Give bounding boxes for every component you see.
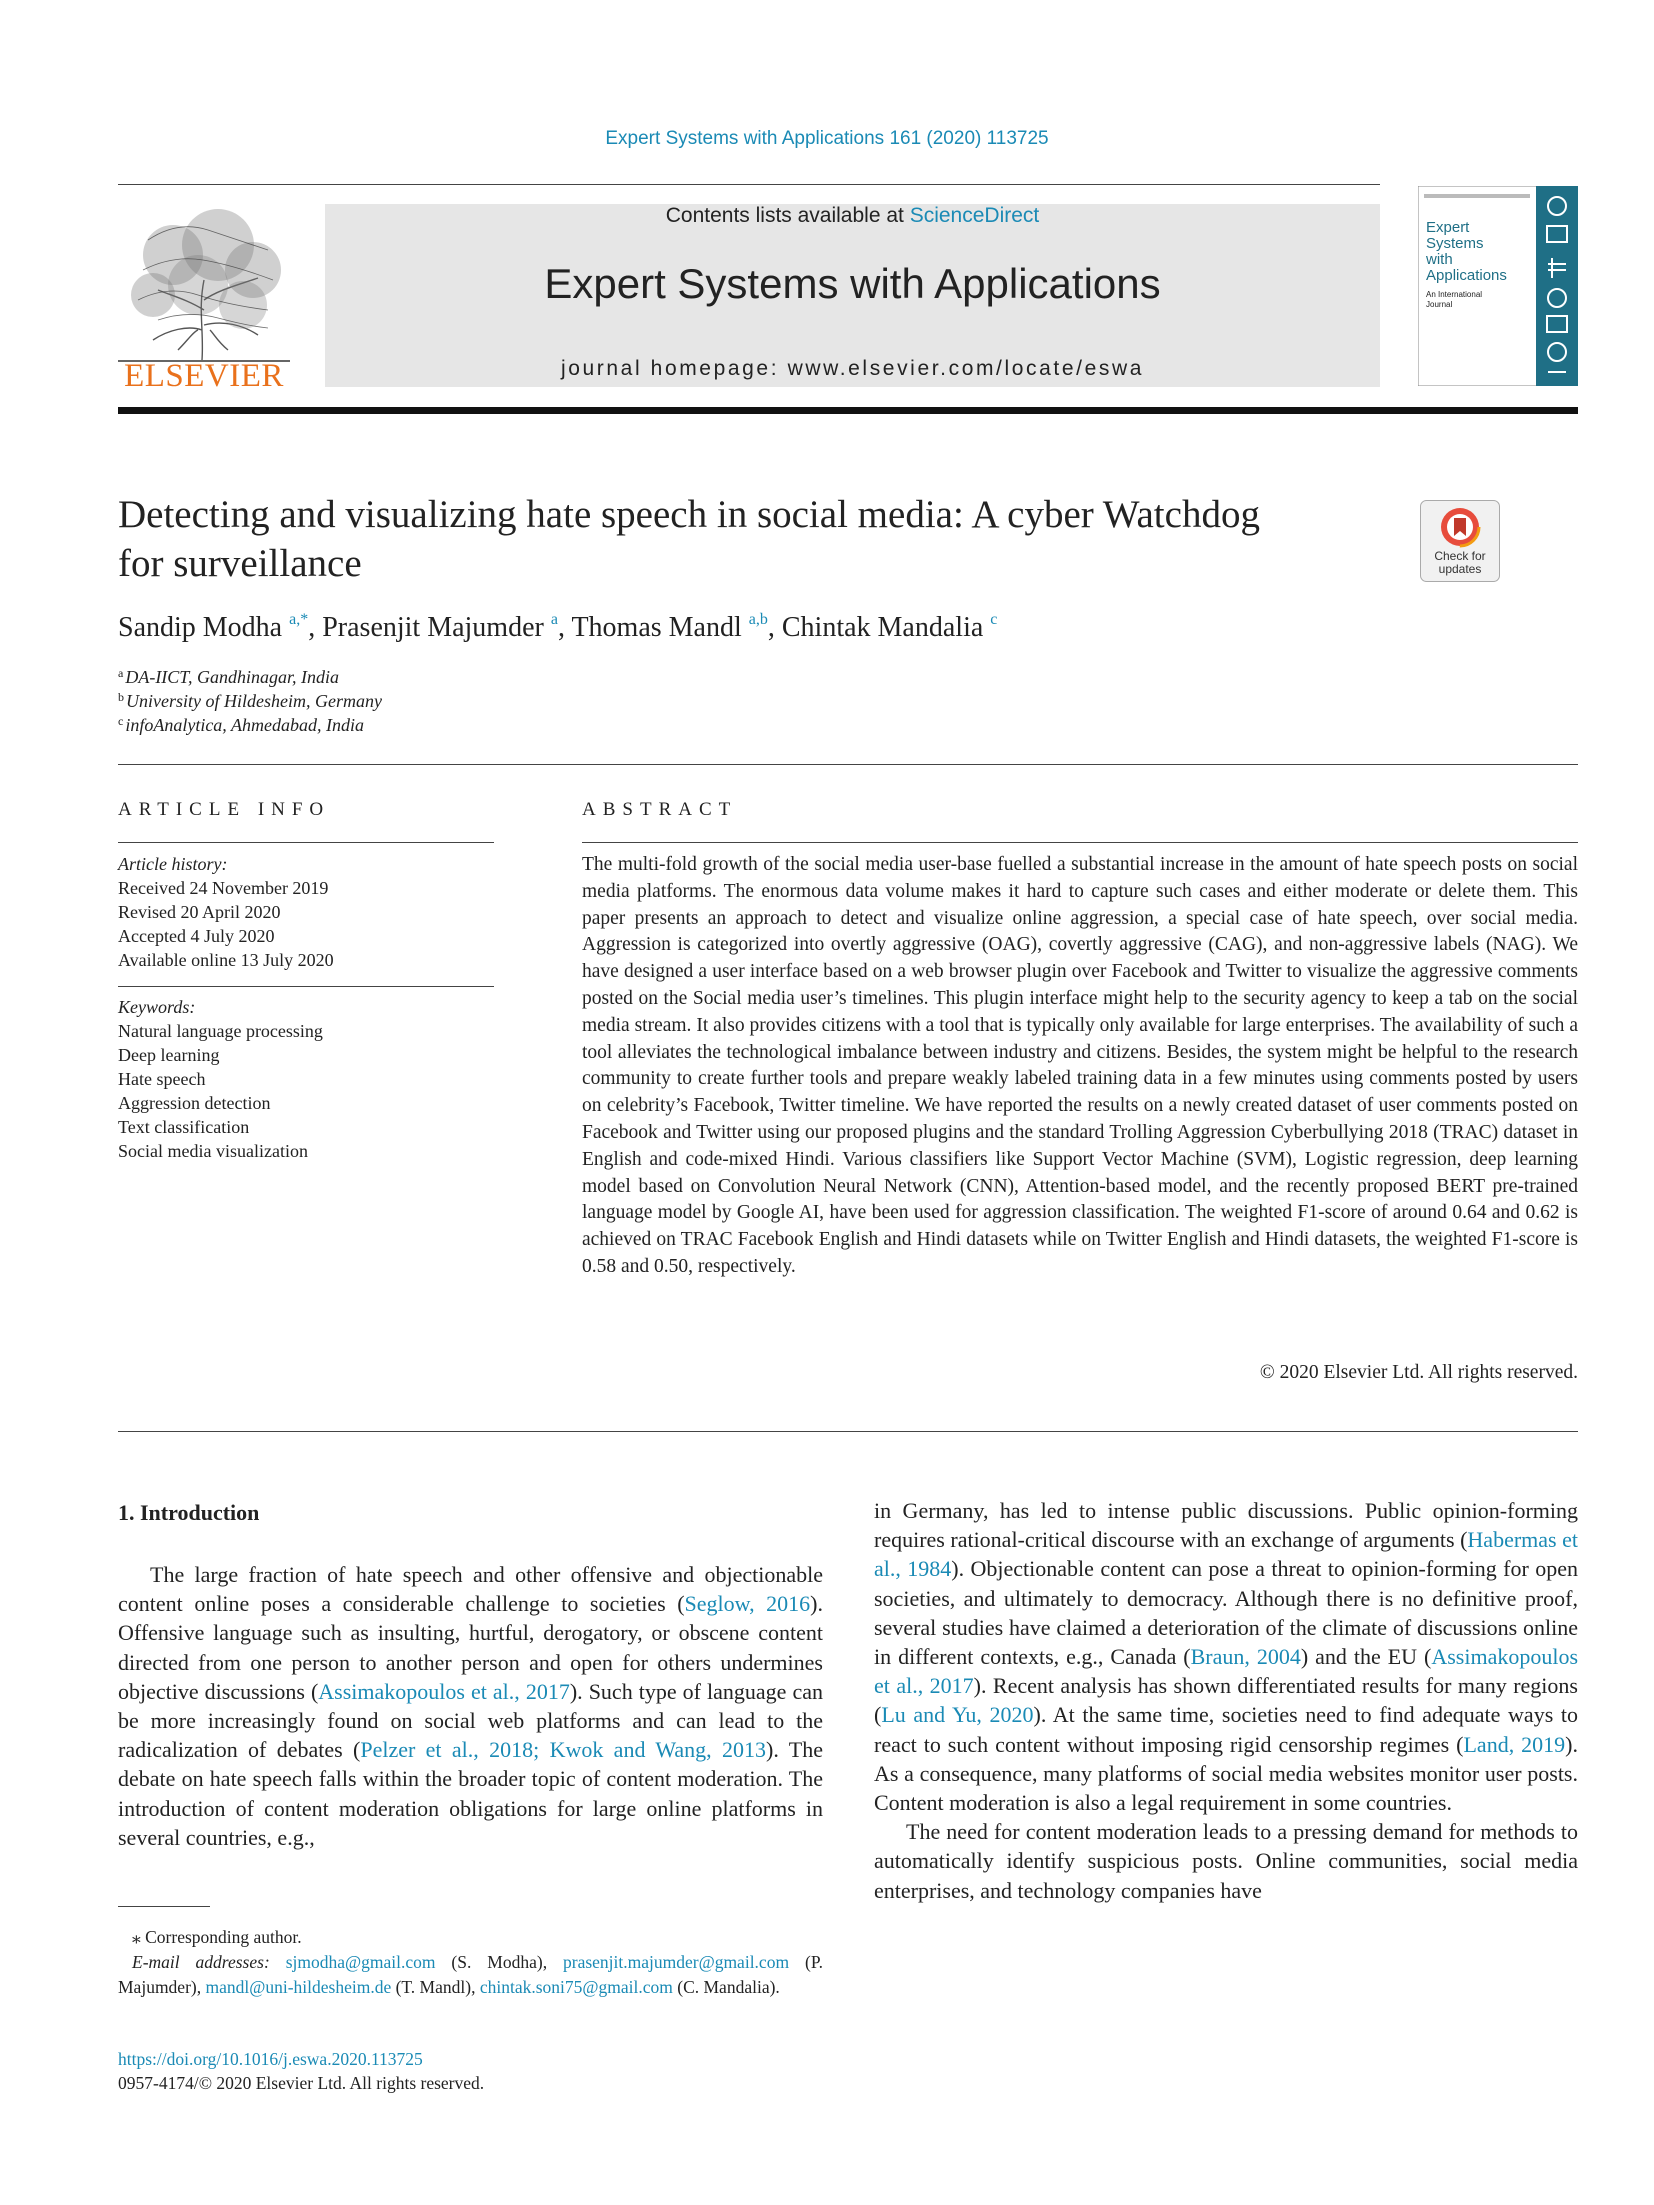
affiliation — [118, 666, 339, 688]
cover-title-line3: with — [1426, 251, 1453, 268]
body-text: ). At the same time, societies need to find adequate ways to react to such content without imposing rigid censorship regimes ( — [874, 1702, 1578, 1757]
contents-prefix: Contents lists available at — [665, 204, 910, 227]
title-divider — [118, 764, 1578, 765]
abstract-rule — [582, 842, 1578, 843]
history-item: Accepted 4 July 2020 — [118, 926, 275, 946]
citation-link[interactable]: Habermas et al., 1984 — [874, 1527, 1578, 1582]
history-item: Revised 20 April 2020 — [118, 902, 281, 922]
author-list — [118, 611, 997, 644]
journal-homepage — [325, 357, 1380, 381]
affiliation-mark: c — [118, 714, 124, 728]
citation-link[interactable]: Seglow, 2016 — [684, 1591, 811, 1617]
check-updates-line2: updates — [1438, 562, 1482, 576]
footnote — [118, 1925, 823, 2000]
affiliation-text: infoAnalytica, Ahmedabad, India — [125, 715, 364, 735]
affiliation-text: University of Hildesheim, Germany — [126, 691, 382, 711]
body-text: The large fraction of hate speech and other offensive and objectionable content online poses a considerable challenge to societies ( — [118, 1562, 823, 1617]
author-affiliation-mark[interactable]: a — [550, 611, 558, 628]
journal-cover-image-icon — [1418, 186, 1578, 386]
author-name: Thomas Mandl — [571, 612, 742, 643]
keyword: Social media visualization — [118, 1141, 308, 1161]
article-info — [118, 852, 494, 1163]
history-item: Received 24 November 2019 — [118, 878, 329, 898]
check-updates-label — [1420, 550, 1500, 576]
top-rule — [118, 184, 1380, 185]
body-text: ) and the EU ( — [1300, 1644, 1432, 1670]
keyword: Aggression detection — [118, 1093, 271, 1113]
author-name: Prasenjit Majumder — [322, 612, 544, 643]
cover-title-line2: Systems — [1426, 235, 1484, 252]
email-owner: (P. Majumder), — [118, 1952, 823, 1997]
issn-copyright: 0957-4174/© 2020 Elsevier Ltd. All rights reserved. — [118, 2073, 485, 2093]
article-title-line1: Detecting and visualizing hate speech in social media: A cyber Watchdog — [118, 493, 1260, 536]
author-separator: , — [767, 612, 782, 643]
email-owner: (T. Mandl), — [391, 1977, 480, 1997]
abstract-heading: ABSTRACT — [582, 799, 738, 820]
email-owner: (C. Mandalia). — [672, 1977, 780, 1997]
citation-link[interactable]: Assimakopoulos et al., 2017 — [874, 1644, 1579, 1699]
cover-title-line4: Applications — [1426, 267, 1507, 284]
running-head-link[interactable]: Expert Systems with Applications 161 (2020) 113725 — [605, 128, 1049, 149]
affiliation — [118, 714, 364, 736]
keywords-rule — [118, 986, 494, 987]
author-name: Chintak Mandalia — [781, 612, 984, 643]
email-link[interactable]: mandl@uni-hildesheim.de — [205, 1977, 392, 1997]
elsevier-wordmark: ELSEVIER — [124, 358, 284, 394]
article-info-rule — [118, 842, 494, 843]
affiliation — [118, 690, 382, 712]
author-affiliation-mark[interactable]: a,b — [748, 611, 768, 628]
citation-link[interactable]: Assimakopoulos et al., 2017 — [318, 1678, 570, 1704]
author-name: Sandip Modha — [118, 612, 283, 643]
email-owner: (S. Modha), — [435, 1952, 563, 1972]
email-addresses — [118, 1950, 823, 2000]
journal-cover[interactable] — [1418, 186, 1578, 386]
corresponding-author-note: ⁎ Corresponding author. — [132, 1927, 302, 1947]
homepage-link[interactable]: www.elsevier.com/locate/eswa — [787, 357, 1144, 380]
body-text: ). Objectionable content can pose a threat to opinion-forming for open societies, and ultimately to democracy. Although there is no definitive proof, several studies have claimed a deterioration of the climate of discussions online in different contexts, e.g., Canada ( — [874, 1556, 1578, 1670]
article-title — [118, 490, 1378, 588]
body-paragraph — [874, 1496, 1578, 1817]
sciencedirect-link[interactable]: ScienceDirect — [909, 204, 1040, 227]
body-column-left — [118, 1560, 823, 1852]
keywords-label: Keywords: — [118, 997, 196, 1017]
author — [322, 612, 571, 643]
footnote-rule — [118, 1906, 210, 1907]
email-label: E-mail addresses: — [132, 1952, 286, 1972]
affiliation-text: DA-IICT, Gandhinagar, India — [125, 667, 339, 687]
body-text: ). As a consequence, many platforms of social media websites monitor user posts. Content moderation is also a legal requirement in some countries. — [874, 1731, 1578, 1816]
citation-link[interactable]: Lu and Yu, 2020 — [881, 1702, 1034, 1728]
history-label: Article history: — [118, 854, 228, 874]
body-column-right — [874, 1496, 1578, 1905]
citation-link[interactable]: Land, 2019 — [1463, 1731, 1566, 1757]
affiliation-mark: a — [118, 666, 124, 680]
abstract-copyright: © 2020 Elsevier Ltd. All rights reserved. — [1259, 1362, 1578, 1383]
cover-subtitle — [1426, 290, 1482, 310]
section-heading-introduction: 1. Introduction — [118, 1500, 260, 1525]
affiliation-mark: b — [118, 690, 124, 704]
abstract-divider — [118, 1431, 1578, 1432]
author — [782, 612, 998, 643]
email-link[interactable]: chintak.soni75@gmail.com — [479, 1977, 673, 1997]
body-text: ). Recent analysis has shown differentiated results for many regions ( — [874, 1673, 1578, 1728]
article-info-heading: ARTICLE INFO — [118, 799, 331, 820]
header-thick-rule — [118, 407, 1578, 414]
body-text: The need for content moderation leads to a pressing demand for methods to automatically identify suspicious posts. Online communities, social media enterprises, and technology companies have — [874, 1819, 1578, 1903]
author-affiliation-mark[interactable]: a,* — [289, 611, 309, 628]
body-text: ). Such type of language can be more increasingly found on social web platforms and can lead to the radicalization of debates ( — [118, 1678, 823, 1763]
running-head[interactable] — [0, 128, 1654, 150]
body-text: ). Offensive language such as insulting, hurtful, derogatory, or obscene content directed from one person to another person and open for others undermines objective discussions ( — [118, 1591, 823, 1704]
author-separator: , — [308, 612, 323, 643]
body-text: in Germany, has led to intense public discussions. Public opinion-forming requires rational-critical discourse with an exchange of arguments ( — [874, 1498, 1578, 1553]
keyword: Natural language processing — [118, 1021, 323, 1041]
cover-subtitle-line2: Journal — [1426, 300, 1453, 309]
keyword: Text classification — [118, 1117, 250, 1137]
doi-link[interactable]: https://doi.org/10.1016/j.eswa.2020.113725 — [118, 2049, 423, 2069]
author-separator: , — [557, 612, 572, 643]
journal-title: Expert Systems with Applications — [544, 260, 1161, 307]
contents-line — [325, 204, 1380, 228]
homepage-prefix: journal homepage: — [560, 357, 788, 380]
author-affiliation-mark[interactable]: c — [990, 611, 998, 628]
elsevier-logo[interactable] — [118, 200, 290, 392]
author — [571, 612, 781, 643]
keyword: Deep learning — [118, 1045, 220, 1065]
keyword: Hate speech — [118, 1069, 206, 1089]
body-paragraph — [118, 1560, 823, 1852]
article-title-line2: for surveillance — [118, 542, 362, 585]
doi-block — [118, 2047, 484, 2095]
citation-link[interactable]: Pelzer et al., 2018; Kwok and Wang, 2013 — [360, 1737, 766, 1763]
citation-link[interactable]: Braun, 2004 — [1190, 1644, 1301, 1670]
email-link[interactable]: sjmodha@gmail.com — [285, 1952, 436, 1972]
abstract-text: The multi-fold growth of the social media user-base fuelled a substantial increase in the amount of hate speech posts on social media platforms. The enormous data volume makes it hard to capture such cases and either moderate or delete them. This paper presents an approach to detect and visualize online aggression, a special case of hate speech, over social media. Aggression is categorized into overtly aggressive (OAG), covertly aggressive (CAG), and non-aggressive labels (NAG). We have designed a user interface based on a web browser plugin over Facebook and Twitter to visualize the aggressive comments posted on the Social media user’s timelines. This plugin interface might help to the security agency to keep a tab on the social media stream. It also provides citizens with a tool that is typically only available for large enterprises. The availability of such a tool alleviates the technological imbalance between industry and citizens. Besides, the system might be helpful to the research community to create further tools and prepare weakly labeled training data in a few minutes using comments posted by users on celebrity’s Facebook, Twitter timeline. We have reported the results on a newly created dataset of user comments posted on Facebook and Twitter using our proposed plugins and the standard Trolling Aggression Cyberbullying 2018 (TRAC) dataset in English and code-mixed Hindi. Various classifiers like Support Vector Machine (SVM), Logistic regression, deep learning model based on Convolution Neural Network (CNN), Attention-based model, and the recently proposed BERT pre-trained language model by Google AI, have been used for aggression classification. The weighted F1-score of around 0.64 and 0.62 is achieved on TRAC Facebook English and Hindi datasets while on Twitter English and Hindi datasets, the weighted F1-score is 0.58 and 0.50, respectively. — [582, 854, 1578, 1277]
email-link[interactable]: prasenjit.majumder@gmail.com — [563, 1952, 790, 1972]
check-updates-line1: Check for — [1434, 549, 1486, 563]
body-paragraph — [874, 1817, 1578, 1905]
cover-title — [1426, 220, 1507, 284]
cover-title-line1: Expert — [1426, 219, 1470, 236]
body-text: ). The debate on hate speech falls within the broader topic of content moderation. The introduction of content moderation obligations for large online platforms in several countries, e.g., — [118, 1737, 823, 1850]
cover-subtitle-line1: An International — [1426, 290, 1483, 299]
author — [118, 612, 322, 643]
history-item: Available online 13 July 2020 — [118, 950, 334, 970]
check-for-updates-button[interactable] — [1420, 500, 1500, 582]
